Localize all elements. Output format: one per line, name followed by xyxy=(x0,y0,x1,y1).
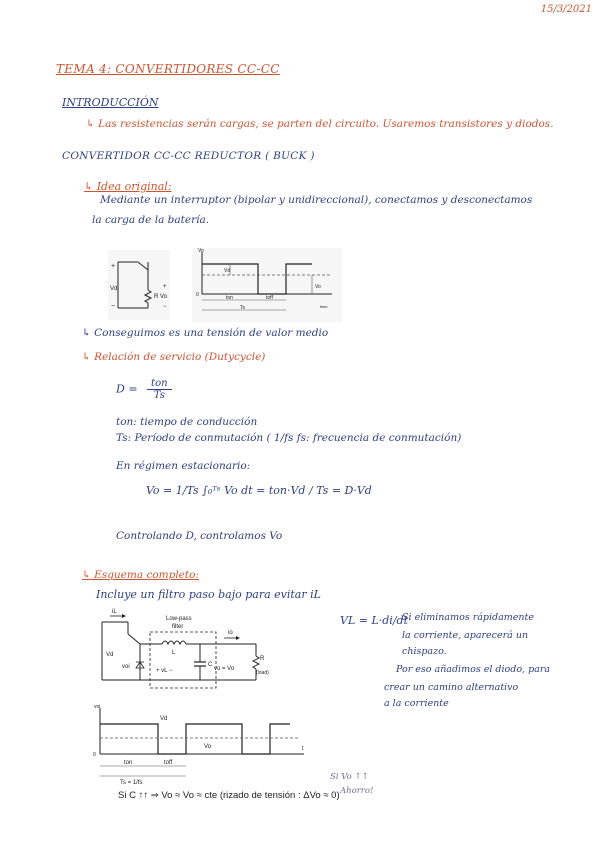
vo-equation: Vo = 1/Ts ∫₀ᵀˢ Vo dt = ton·Vd / Ts = D·Vd xyxy=(146,484,372,497)
ton-definition: ton: tiempo de conducción xyxy=(116,416,258,428)
idea-line-2: la carga de la batería. xyxy=(92,214,210,226)
duty-formula xyxy=(116,378,172,401)
side-note-1: Si Vo ↑↑ xyxy=(330,772,369,782)
fig1-vo: Vo xyxy=(160,294,168,300)
fig2-filter-title-2: filter xyxy=(172,624,184,630)
fig2-r: R xyxy=(260,656,265,662)
fig2-filter-title-1: Low-pass xyxy=(166,616,192,622)
fig1-toff: toff xyxy=(266,295,273,301)
circuito-line-1: Por eso añadimos el diodo, para xyxy=(396,664,551,675)
fig1-vo-tick: Vo xyxy=(315,284,321,290)
intro-line xyxy=(86,118,554,130)
fig1-zero: 0 xyxy=(196,292,199,298)
idea-line-1: Mediante un interruptor (bipolar y unidireccional), conectamos y desconectamos xyxy=(100,194,533,206)
figure-voi-waveform xyxy=(90,704,310,786)
circuito-line-2: crear un camino alternativo xyxy=(384,682,519,693)
duty-fraction xyxy=(147,378,171,401)
esquema-heading: ↳ Esquema completo: xyxy=(82,569,199,581)
eliminar-line-3: chispazo. xyxy=(402,646,447,657)
fig2-vl: + vL − xyxy=(156,668,173,674)
fig1-axis-v: Vo xyxy=(198,248,204,254)
page-title: TEMA 4: CONVERTIDORES CC-CC xyxy=(56,62,280,76)
fig2-il: iL xyxy=(112,609,117,615)
fig1-vd: Vd xyxy=(110,286,118,292)
fig1-r: R xyxy=(154,294,159,300)
fig3-vo: Vo xyxy=(204,744,212,750)
circuito-line-3: a la corriente xyxy=(384,698,449,709)
fig3-toff: toff xyxy=(164,760,173,766)
idea-heading: ↳ Idea original: xyxy=(84,180,172,193)
fig3-ton: ton xyxy=(124,760,133,766)
eliminar-line-1: Si eliminamos rápidamente xyxy=(402,612,534,623)
relacion-heading: ↳ Relación de servicio (Dutycycle) xyxy=(82,351,266,363)
duty-numerator: ton xyxy=(147,378,171,390)
fig2-c: C xyxy=(208,662,213,668)
intro-line-text: ↳ Las resistencias serán cargas, se parten del circuito. Usaremos transistores y diodos. xyxy=(86,118,554,130)
fig1-time: time xyxy=(320,304,328,309)
fig2-l: L xyxy=(172,650,176,656)
vl-equation: VL = L·di/dt xyxy=(340,614,408,627)
fig1-vo-minus: − xyxy=(163,304,167,310)
fig3-t: t xyxy=(302,746,304,752)
fig2-load: (load) xyxy=(256,670,269,676)
consigue-line: ↳ Conseguimos es una tensión de valor medio xyxy=(82,327,329,339)
fig2-vd: Vd xyxy=(106,652,114,658)
fig1-minus: − xyxy=(111,303,116,310)
eliminar-line-2: la corriente, aparecerá un xyxy=(402,630,529,641)
filtro-line: Incluye un filtro paso bajo para evitar iL xyxy=(96,588,321,601)
figure-switch-circuit xyxy=(108,250,170,320)
duty-label: D = xyxy=(116,382,138,396)
intro-heading: INTRODUCCIÓN xyxy=(62,96,159,109)
fig1-plus: + xyxy=(111,263,116,270)
fig3-axis-v: voi xyxy=(94,704,101,710)
date: 15/3/2021 xyxy=(540,4,592,15)
controlando-line: Controlando D, controlamos Vo xyxy=(116,530,283,542)
fig1-ts: Ts xyxy=(240,305,245,311)
fig1-ton: ton xyxy=(226,295,233,301)
side-note-2: Ahorro! xyxy=(340,786,374,796)
fig2-io: io xyxy=(228,630,233,636)
figure-pulse-waveform xyxy=(192,248,342,322)
fig1-vd-tick: Vd xyxy=(224,268,231,274)
fig2-vo-eq: vo = Vo xyxy=(214,666,235,672)
fig1-vo-plus: + xyxy=(163,284,167,290)
duty-denominator: Ts xyxy=(153,390,165,401)
ts-definition: Ts: Período de conmutación ( 1/fs fs: frecuencia de conmutación) xyxy=(116,432,462,444)
buck-heading: CONVERTIDOR CC-CC REDUCTOR ( BUCK ) xyxy=(62,150,315,162)
regimen-heading: En régimen estacionario: xyxy=(116,460,251,472)
fig3-zero: 0 xyxy=(93,752,96,758)
figure-buck-circuit xyxy=(96,604,270,696)
fig2-voi: voi xyxy=(122,664,130,670)
fig3-vd: Vd xyxy=(160,716,168,722)
ripple-caption: Si C ↑↑ ⇒ Vo ≈ Vo ≈ cte (rizado de tensión : ΔVo ≈ 0) xyxy=(118,790,340,801)
fig3-ts: Ts = 1/fs xyxy=(120,780,143,786)
